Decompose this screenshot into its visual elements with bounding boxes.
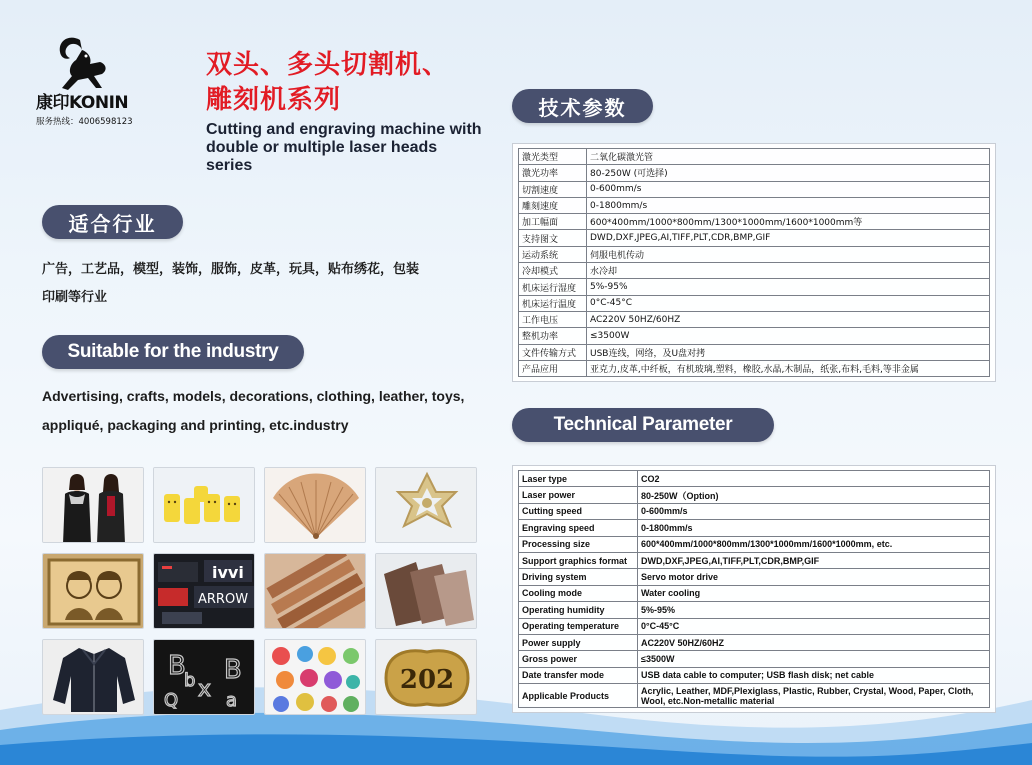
spec-row bbox=[519, 585, 990, 601]
letter-1: B bbox=[168, 651, 186, 681]
title-chinese-line2: 雕刻机系列 bbox=[206, 85, 342, 115]
spec-row bbox=[519, 552, 990, 568]
sample-embroidered-patches bbox=[264, 639, 366, 715]
tech-en-label: Technical Parameter bbox=[512, 408, 774, 442]
spec-value: 5%-95% bbox=[638, 602, 990, 618]
spec-value: 水冷却 bbox=[587, 263, 990, 279]
spec-row bbox=[519, 503, 990, 519]
spec-value: ≤3500W bbox=[587, 328, 990, 344]
spec-value: 0-1800mm/s bbox=[587, 197, 990, 213]
spec-key: Date transfer mode bbox=[519, 667, 638, 683]
spec-row bbox=[519, 149, 990, 165]
spec-row bbox=[519, 344, 990, 360]
spec-value: 80-250W (可选择) bbox=[587, 165, 990, 181]
spec-key: 加工幅面 bbox=[519, 214, 587, 230]
spec-row bbox=[519, 197, 990, 213]
sample-clothing-models bbox=[42, 467, 144, 543]
led-sign-text-top: ivvi bbox=[212, 563, 244, 582]
spec-value: AC220V 50HZ/60HZ bbox=[587, 311, 990, 327]
spec-value: 5%-95% bbox=[587, 279, 990, 295]
spec-value: 伺服电机传动 bbox=[587, 246, 990, 262]
sample-engraved-portrait bbox=[42, 553, 144, 629]
tech-cn-table bbox=[518, 148, 990, 377]
spec-value: 0-1800mm/s bbox=[638, 520, 990, 536]
spec-value: DWD,DXF,JPEG,AI,TIFF,PLT,CDR,BMP,GIF bbox=[638, 552, 990, 568]
spec-value: DWD,DXF,JPEG,AI,TIFF,PLT,CDR,BMP,GIF bbox=[587, 230, 990, 246]
spec-row bbox=[519, 328, 990, 344]
spec-row bbox=[519, 279, 990, 295]
spec-value: 0-600mm/s bbox=[587, 181, 990, 197]
spec-key: 工作电压 bbox=[519, 311, 587, 327]
title-chinese bbox=[206, 48, 449, 118]
spec-value: 600*400mm/1000*800mm/1300*1000mm/1600*1000mm, etc. bbox=[638, 536, 990, 552]
spec-value: 亚克力,皮革,中纤板，有机玻璃,塑料，橡胶,水晶,木制品，纸张,布料,毛料,等非金属 bbox=[587, 360, 990, 376]
spec-row bbox=[519, 311, 990, 327]
spec-row bbox=[519, 295, 990, 311]
spec-row bbox=[519, 569, 990, 585]
spec-value: USB data cable to computer; USB flash disk; net cable bbox=[638, 667, 990, 683]
brand-name: 康印KONIN bbox=[36, 93, 129, 113]
spec-value: 0-600mm/s bbox=[638, 503, 990, 519]
spec-key: 机床运行湿度 bbox=[519, 279, 587, 295]
spec-row bbox=[519, 667, 990, 683]
spec-key: Driving system bbox=[519, 569, 638, 585]
spec-key: 激光类型 bbox=[519, 149, 587, 165]
spec-value: USB连线，网络，及U盘对拷 bbox=[587, 344, 990, 360]
sample-gallery bbox=[42, 467, 476, 715]
spec-value: Acrylic, Leather, MDF,Plexiglass, Plastic, Rubber, Crystal, Wood, Paper, Cloth, Wool, etc.Non-metallic material bbox=[638, 684, 990, 708]
spec-key: Operating humidity bbox=[519, 602, 638, 618]
tech-en-table bbox=[518, 470, 990, 708]
spec-row bbox=[519, 684, 990, 708]
spec-value: 600*400mm/1000*800mm/1300*1000mm/1600*1000mm等 bbox=[587, 214, 990, 230]
plaque-number: 202 bbox=[399, 665, 455, 695]
spec-key: Operating temperature bbox=[519, 618, 638, 634]
spec-key: 激光功率 bbox=[519, 165, 587, 181]
spec-key: 产品应用 bbox=[519, 360, 587, 376]
sample-acrylic-letters bbox=[153, 639, 255, 715]
sample-cut-star bbox=[375, 467, 477, 543]
letter-3: x bbox=[198, 677, 212, 702]
brand-logo bbox=[36, 30, 136, 127]
sample-leather-jacket bbox=[42, 639, 144, 715]
spec-key: Power supply bbox=[519, 634, 638, 650]
spec-key: Support graphics format bbox=[519, 552, 638, 568]
spec-key: Applicable Products bbox=[519, 684, 638, 708]
spec-value: Water cooling bbox=[638, 585, 990, 601]
tech-cn-table-box bbox=[512, 143, 996, 382]
spec-key: 支持图文 bbox=[519, 230, 587, 246]
spec-key: 切割速度 bbox=[519, 181, 587, 197]
industry-cn-line1: 广告，工艺品，模型，装饰，服饰，皮革，玩具，贴布绣花，包装 bbox=[42, 262, 420, 277]
spec-row bbox=[519, 263, 990, 279]
spec-key: Engraving speed bbox=[519, 520, 638, 536]
spec-row bbox=[519, 214, 990, 230]
led-sign-text-bottom: ARROW bbox=[198, 592, 249, 607]
spec-key: Gross power bbox=[519, 651, 638, 667]
industry-en-label: Suitable for the industry bbox=[42, 335, 304, 369]
title-chinese-line1: 双头、多头切割机、 bbox=[206, 50, 450, 80]
spec-row bbox=[519, 487, 990, 503]
spec-key: Cutting speed bbox=[519, 503, 638, 519]
spec-value: 二氧化碳激光管 bbox=[587, 149, 990, 165]
spec-key: Laser power bbox=[519, 487, 638, 503]
spec-key: 文件传输方式 bbox=[519, 344, 587, 360]
spec-row bbox=[519, 230, 990, 246]
spec-row bbox=[519, 536, 990, 552]
spec-row bbox=[519, 471, 990, 487]
sample-led-signs bbox=[153, 553, 255, 629]
sample-sponge-figures bbox=[153, 467, 255, 543]
spec-row bbox=[519, 602, 990, 618]
industry-en-line1: Advertising, crafts, models, decorations, clothing, leather, toys, bbox=[42, 388, 465, 404]
spec-key: 整机功率 bbox=[519, 328, 587, 344]
industry-cn-label: 适合行业 bbox=[42, 205, 183, 239]
tech-en-table-box bbox=[512, 465, 996, 713]
letter-5: a bbox=[226, 690, 238, 711]
spec-row bbox=[519, 634, 990, 650]
spec-row bbox=[519, 618, 990, 634]
sample-wooden-fan bbox=[264, 467, 366, 543]
service-hotline: 服务热线：4006598123 bbox=[36, 117, 133, 127]
spec-value: 0°C-45°C bbox=[638, 618, 990, 634]
tech-cn-label: 技术参数 bbox=[512, 89, 653, 123]
spec-key: 机床运行温度 bbox=[519, 295, 587, 311]
spec-value: Servo motor drive bbox=[638, 569, 990, 585]
spec-value: ≤3500W bbox=[638, 651, 990, 667]
spec-row bbox=[519, 360, 990, 376]
spec-value: 80-250W（Option) bbox=[638, 487, 990, 503]
spec-value: CO2 bbox=[638, 471, 990, 487]
industry-cn-line2: 印刷等行业 bbox=[42, 290, 108, 305]
spec-key: Laser type bbox=[519, 471, 638, 487]
spec-row bbox=[519, 181, 990, 197]
spec-key: Cooling mode bbox=[519, 585, 638, 601]
goat-logo-icon bbox=[50, 30, 112, 92]
spec-key: 冷却模式 bbox=[519, 263, 587, 279]
spec-key: 运动系统 bbox=[519, 246, 587, 262]
industry-cn-text bbox=[42, 256, 482, 312]
title-english: Cutting and engraving machine with double or multiple laser heads series bbox=[206, 121, 482, 174]
letter-4: B bbox=[224, 655, 242, 685]
spec-value: 0°C-45°C bbox=[587, 295, 990, 311]
spec-row bbox=[519, 520, 990, 536]
sample-leather-swatches bbox=[375, 553, 477, 629]
sample-engraved-wood-boards bbox=[264, 553, 366, 629]
sample-brass-plaque bbox=[375, 639, 477, 715]
letter-6: Q bbox=[164, 690, 179, 711]
spec-row bbox=[519, 651, 990, 667]
letter-2: b bbox=[184, 670, 196, 691]
industry-en-text bbox=[42, 382, 482, 440]
industry-en-line2: appliqué, packaging and printing, etc.industry bbox=[42, 417, 349, 433]
spec-key: 雕刻速度 bbox=[519, 197, 587, 213]
spec-value: AC220V 50HZ/60HZ bbox=[638, 634, 990, 650]
spec-row bbox=[519, 246, 990, 262]
spec-row bbox=[519, 165, 990, 181]
spec-key: Processing size bbox=[519, 536, 638, 552]
